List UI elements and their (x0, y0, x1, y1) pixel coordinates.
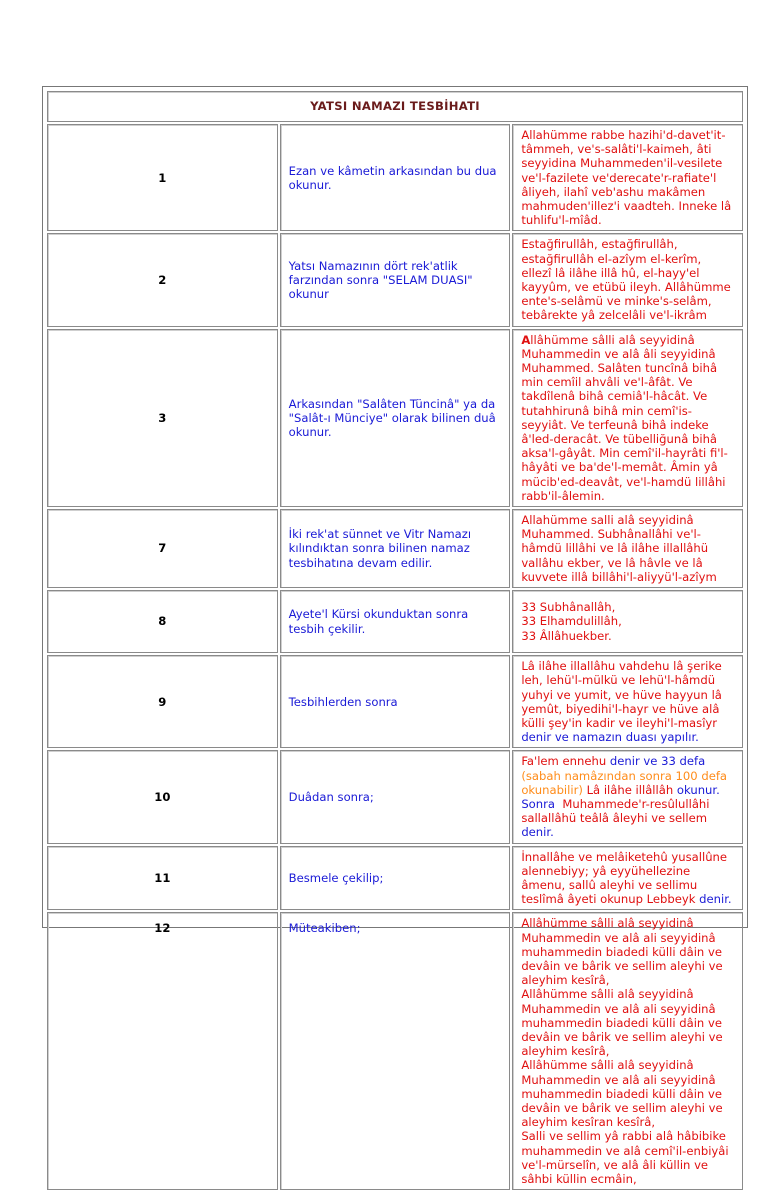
row-number: 2 (47, 233, 278, 326)
prayer-text-body: llâhümme sâlli alâ seyyidinâ Muhammedin ve alâ âli seyyidinâ Muhammed. Salâten tuncînâ bihâ min cemîil ahvâli ve'l-âfât. Ve takdîlenâ bihâ cemiâ'l-hâcât. Ve tutahhirunâ bihâ min cemî'is-seyyiât. Ve terfeunâ bihâ indeke â'led-deracât. Ve tübelliğunâ bihâ aksa'l-gâyât. Min cemî'il-hayrâti fi'l-hâyâti ve ba'de'l-memât. Âmin yâ mücib'ed-deavât, ve'l-hamdü lillâhi rabb'il-âlemin. (521, 332, 728, 503)
row-prayer-text (512, 750, 743, 843)
row-description: Müteakiben; (280, 912, 511, 1190)
table-row (47, 509, 743, 588)
row-prayer-text (512, 655, 743, 748)
note-text: (sabah namâzından sonra 100 defa okunabilir) (521, 768, 728, 797)
row-number: 8 (47, 590, 278, 653)
prayer-table-frame (42, 86, 748, 1186)
table-title: YATSI NAMAZI TESBİHATI (47, 91, 743, 122)
table-row (47, 750, 743, 843)
row-description: Ayete'l Kürsi okunduktan sonra tesbih çekilir. (280, 590, 511, 653)
table-row (47, 233, 743, 326)
instruction-text: okunur. Sonra (521, 782, 720, 811)
row-description: Duâdan sonra; (280, 750, 511, 843)
prayer-text-part: Muhammede'r-resûlullâhi sallallâhü teâlâ âleyhi ve sellem (521, 796, 710, 826)
row-description: Tesbihlerden sonra (280, 655, 511, 748)
row-description: Ezan ve kâmetin arkasından bu dua okunur. (280, 124, 511, 231)
instruction-text: denir. (699, 892, 732, 907)
instruction-text: denir ve 33 defa (609, 754, 706, 769)
prayer-text-body: İnnallâhe ve melâiketehû yusallûne alennebiyy; yâ eyyühellezine âmenu, sallû aleyhi ve sellimu teslîmâ âyeti okunup Lebbeyk (521, 849, 728, 907)
row-number: 7 (47, 509, 278, 588)
prayer-text-part: Fa'lem ennehu (521, 754, 607, 769)
row-description: İki rek'at sünnet ve Vitr Namazı kılındıktan sonra bilinen namaz tesbihatına devam edilir. (280, 509, 511, 588)
salawat-line: Allâhümme sâlli alâ seyyidinâ Muhammedin ve alâ ali seyyidinâ muhammedin biadedi külli dâin ve devâin ve bârik ve sellim aleyhi ve aleyhim kesîran kesîrâ, (521, 1058, 723, 1130)
row-prayer-text: Allahümme rabbe hazihi'd-davet'it-tâmmeh, ve's-salâti'l-kaimeh, âti seyyidina Muhammeden'il-vesilete ve'l-fazilete ve'derecate'r-rafiate'l âliyeh, ilahî veb'ashu makâmen mahmuden'illez'i vaadteh. Inneke lâ tuhlifu'l-mîâd. (512, 124, 743, 231)
row-number: 12 (47, 912, 278, 1190)
table-row (47, 912, 743, 1190)
row-number: 3 (47, 329, 278, 507)
row-prayer-text (512, 912, 743, 1190)
row-prayer-text: Estağfirullâh, estağfirullâh, estağfirullâh el-azîym el-kerîm, ellezî lâ ilâhe illâ hû, el-hayy'el kayyûm, ve etübü ileyh. Allâhümme ente's-selâmü ve minke's-selâm, tebârekte yâ zelcelâli ve'l-ikrâm (512, 233, 743, 326)
prayer-text-body: Lâ ilâhe illallâhu vahdehu lâ şerike leh, lehü'l-mülkü ve lehü'l-hâmdü yuhyi ve yumit, ve hüve hayyun lâ yemût, biyedihi'l-hayr ve hüve alâ külli şey'in kadir ve ileyhi'l-masîyr (521, 659, 722, 730)
table-row (47, 655, 743, 748)
row-prayer-text (512, 590, 743, 653)
tesbih-count-line: 33 Elhamdulillâh, (521, 614, 622, 629)
row-description: Besmele çekilip; (280, 846, 511, 911)
table-row (47, 846, 743, 911)
row-number: 11 (47, 846, 278, 911)
table-row (47, 329, 743, 507)
tesbih-count-line: 33 Subhânallâh, (521, 600, 616, 615)
table-header-row (47, 91, 743, 122)
row-description: Arkasından "Salâten Tüncinâ" ya da "Salât-ı Münciye" olarak bilinen duâ okunur. (280, 329, 511, 507)
salawat-line: Allâhümme sâlli alâ seyyidinâ Muhammedin ve alâ ali seyyidinâ muhammedin biadedi külli dâin ve devâin ve bârik ve sellim aleyhi ve aleyhim kesîrâ, (521, 916, 723, 988)
tesbih-count-line: 33 Âllâhuekber. (521, 628, 612, 643)
row-prayer-text (512, 329, 743, 507)
row-description: Yatsı Namazının dört rek'atlik farzından sonra "SELAM DUASI" okunur (280, 233, 511, 326)
row-number: 1 (47, 124, 278, 231)
tesbihat-table (45, 89, 745, 1192)
table-row (47, 590, 743, 653)
initial-letter: A (521, 332, 531, 347)
salawat-line: Salli ve sellim yâ rabbi alâ hâbibike muhammedin ve alâ cemî'il-enbiyâi ve'l-mürselîn, ve alâ âli küllin ve sâhbi küllin ecmâin, (521, 1129, 729, 1186)
row-number: 10 (47, 750, 278, 843)
table-row (47, 124, 743, 231)
instruction-text: denir. (521, 825, 554, 840)
row-prayer-text: Allahümme salli alâ seyyidinâ Muhammed. Subhânallâhi ve'l-hâmdü lillâhi ve lâ ilâhe illallâhü vallâhu ekber, ve lâ hâvle ve lâ kuvvete illâ billâhi'l-aliyyü'l-azîym (512, 509, 743, 588)
prayer-text-part: Lâ ilâhe illâllâh (586, 782, 674, 797)
instruction-text: denir ve namazın duası yapılır. (521, 730, 699, 745)
row-number: 9 (47, 655, 278, 748)
salawat-line: Allâhümme sâlli alâ seyyidinâ Muhammedin ve alâ ali seyyidinâ muhammedin biadedi külli dâin ve devâin ve bârik ve sellim aleyhi ve aleyhim kesîrâ, (521, 987, 723, 1059)
row-prayer-text (512, 846, 743, 911)
